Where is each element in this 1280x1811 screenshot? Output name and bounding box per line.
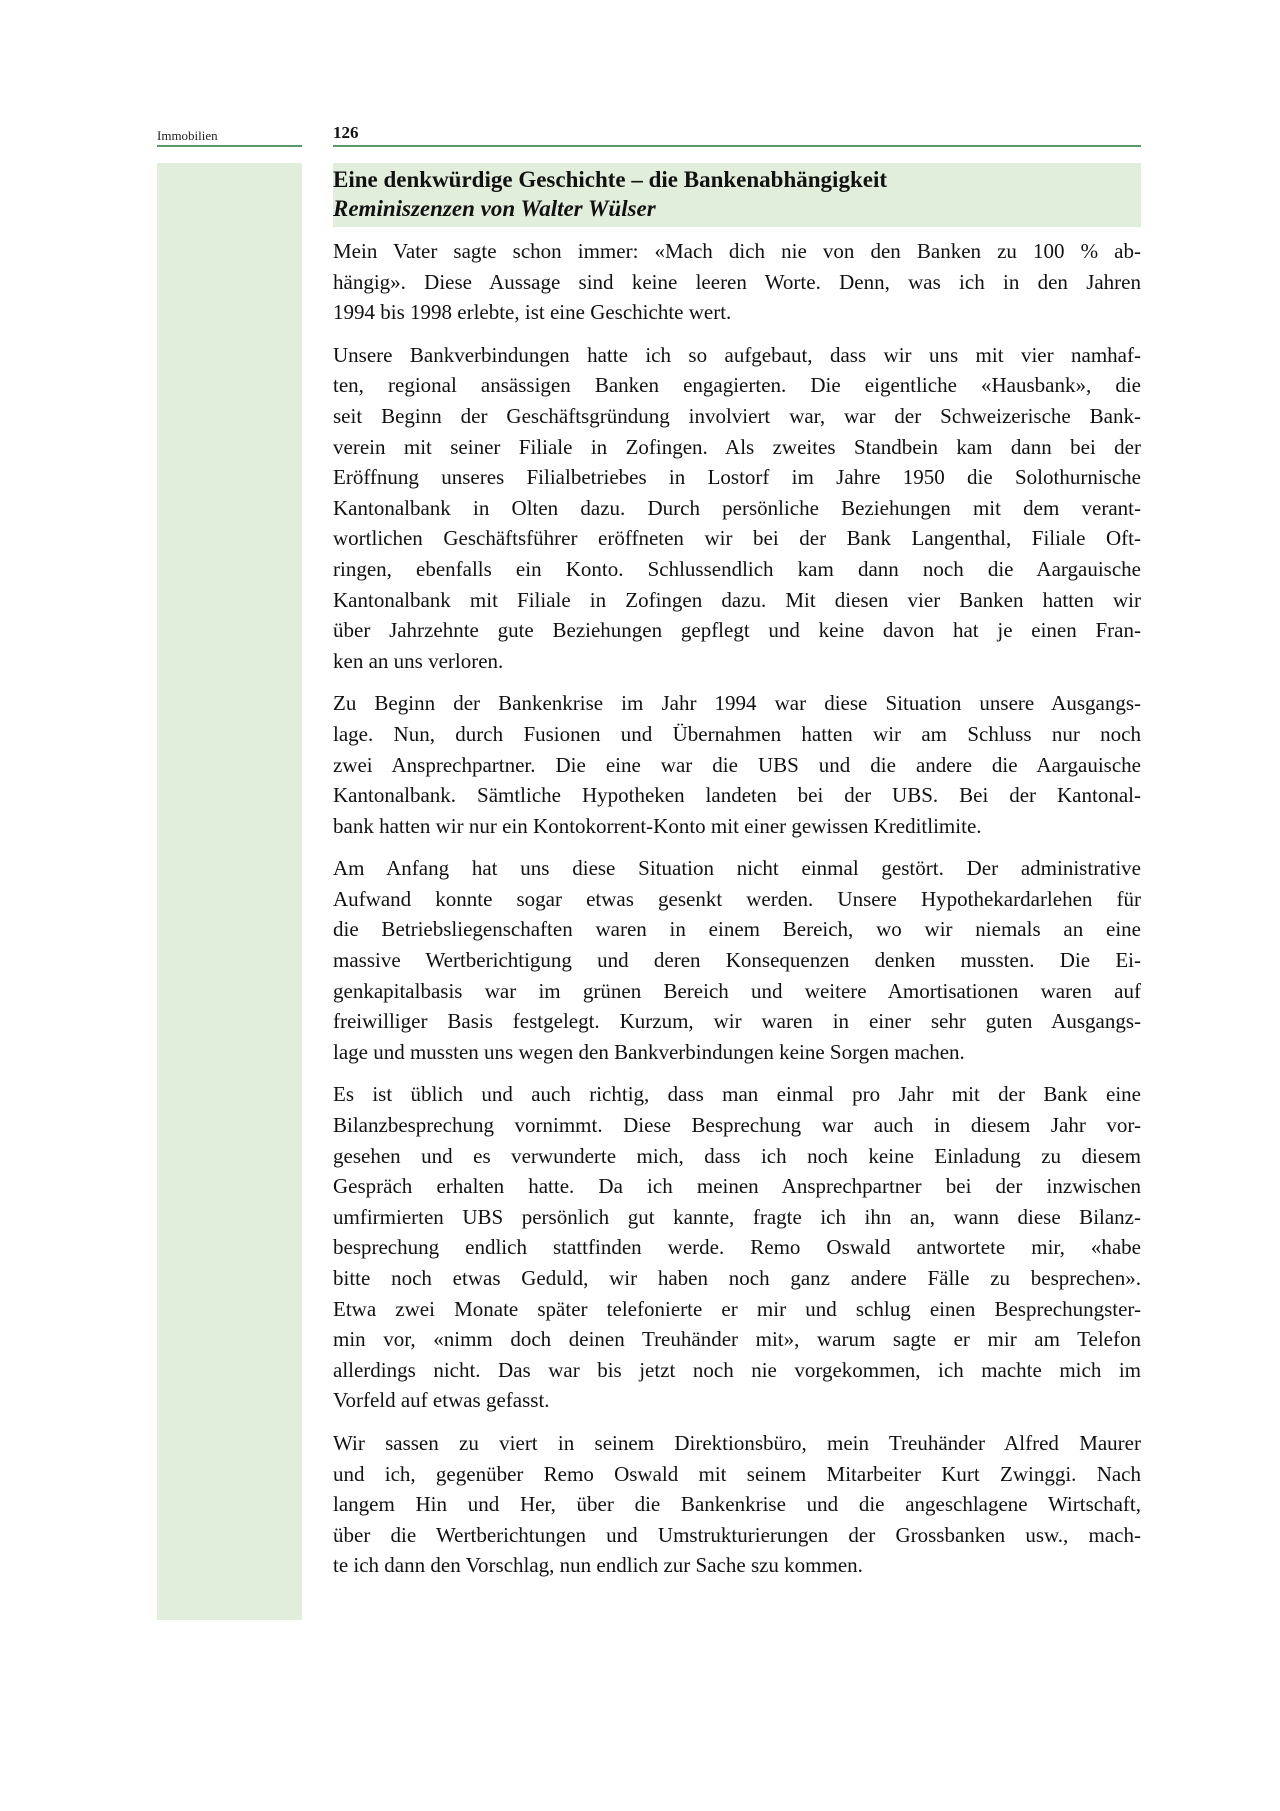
text-line: Es ist üblich und auch richtig, dass man einmal pro Jahr mit der Bank eine xyxy=(333,1082,1141,1107)
text-line: ken an uns verloren. xyxy=(333,648,504,673)
text-line: massive Wertberichtigung und deren Konsequenzen denken mussten. Die Ei- xyxy=(333,948,1141,973)
text-line: genkapitalbasis war im grünen Bereich und weitere Amortisationen waren auf xyxy=(333,978,1141,1003)
text-line: gesehen und es verwunderte mich, dass ich noch keine Einladung zu diesem xyxy=(333,1143,1141,1168)
text-line: zwei Ansprechpartner. Die eine war die UBS und die andere die Aargauische xyxy=(333,752,1141,777)
text-line: Eröffnung unseres Filialbetriebes in Lostorf im Jahre 1950 die Solothurnische xyxy=(333,465,1141,490)
text-line: Am Anfang hat uns diese Situation nicht einmal gestört. Der administrative xyxy=(333,856,1141,881)
paragraph xyxy=(333,1428,1141,1581)
text-line: Etwa zwei Monate später telefonierte er mir und schlug einen Besprechungster- xyxy=(333,1296,1141,1321)
paragraph xyxy=(333,853,1141,1067)
text-line: allerdings nicht. Das war bis jetzt noch nie vorgekommen, ich machte mich im xyxy=(333,1357,1141,1382)
margin-sidebar xyxy=(157,163,302,1620)
text-line: hängig». Diese Aussage sind keine leeren Worte. Denn, was ich in den Jahren xyxy=(333,269,1141,294)
text-line: te ich dann den Vorschlag, nun endlich zur Sache szu kommen. xyxy=(333,1553,863,1578)
text-line: ringen, ebenfalls ein Konto. Schlussendlich kam dann noch die Aargauische xyxy=(333,556,1141,581)
text-line: Mein Vater sagte schon immer: «Mach dich nie von den Banken zu 100 % ab- xyxy=(333,239,1141,263)
text-line: lage und mussten uns wegen den Bankverbindungen keine Sorgen machen. xyxy=(333,1039,965,1064)
text-line: über Jahrzehnte gute Beziehungen gepflegt und keine davon hat je einen Fran- xyxy=(333,618,1141,643)
text-line: Aufwand konnte sogar etwas gesenkt werden. Unsere Hypothekardarlehen für xyxy=(333,886,1141,911)
text-line: Gespräch erhalten hatte. Da ich meinen Ansprechpartner bei der inzwischen xyxy=(333,1174,1141,1199)
text-line: die Betriebsliegenschaften waren in einem Bereich, wo wir niemals an eine xyxy=(333,917,1141,942)
paragraph xyxy=(333,1079,1141,1416)
running-header-section: Immobilien xyxy=(157,128,218,143)
article-title: Eine denkwürdige Geschichte – die Bankenabhängigkeit xyxy=(333,167,887,192)
text-line: langem Hin und Her, über die Bankenkrise und die angeschlagene Wirtschaft, xyxy=(333,1492,1141,1517)
text-line: Bilanzbesprechung vornimmt. Diese Besprechung war auch in diesem Jahr vor- xyxy=(333,1113,1141,1138)
text-line: freiwilliger Basis festgelegt. Kurzum, wir waren in einer sehr guten Ausgangs- xyxy=(333,1009,1141,1034)
article-body xyxy=(333,236,1141,1593)
paragraph xyxy=(333,340,1141,677)
text-line: Zu Beginn der Bankenkrise im Jahr 1994 war diese Situation unsere Ausgangs- xyxy=(333,691,1141,716)
header-rule-right xyxy=(333,145,1141,147)
text-line: Kantonalbank in Olten dazu. Durch persönliche Beziehungen mit dem verant- xyxy=(333,495,1141,520)
paragraph xyxy=(333,688,1141,841)
page-number: 126 xyxy=(333,123,359,142)
article-subtitle: Reminiszenzen von Walter Wülser xyxy=(333,196,656,221)
text-line: 1994 bis 1998 erlebte, ist eine Geschichte wert. xyxy=(333,300,732,325)
text-line: ten, regional ansässigen Banken engagierten. Die eigentliche «Hausbank», die xyxy=(333,373,1141,398)
text-line: Wir sassen zu viert in seinem Direktionsbüro, mein Treuhänder Alfred Maurer xyxy=(333,1430,1141,1455)
text-line: lage. Nun, durch Fusionen und Übernahmen hatten wir am Schluss nur noch xyxy=(333,721,1141,746)
text-line: Unsere Bankverbindungen hatte ich so aufgebaut, dass wir uns mit vier namhaf- xyxy=(333,342,1141,367)
text-line: Kantonalbank mit Filiale in Zofingen dazu. Mit diesen vier Banken hatten wir xyxy=(333,587,1141,612)
paragraph xyxy=(333,236,1141,328)
text-line: wortlichen Geschäftsführer eröffneten wir bei der Bank Langenthal, Filiale Oft- xyxy=(333,526,1141,551)
text-line: Kantonalbank. Sämtliche Hypotheken landeten bei der UBS. Bei der Kantonal- xyxy=(333,783,1141,808)
header-rule-left xyxy=(157,145,302,147)
text-line: seit Beginn der Geschäftsgründung involviert war, war der Schweizerische Bank- xyxy=(333,403,1141,428)
text-line: über die Wertberichtungen und Umstrukturierungen der Grossbanken usw., mach- xyxy=(333,1522,1141,1547)
text-line: bitte noch etwas Geduld, wir haben noch ganz andere Fälle zu besprechen». xyxy=(333,1266,1141,1290)
text-line: und ich, gegenüber Remo Oswald mit seinem Mitarbeiter Kurt Zwinggi. Nach xyxy=(333,1461,1141,1486)
text-line: bank hatten wir nur ein Kontokorrent-Konto mit einer gewissen Kreditlimite. xyxy=(333,813,982,838)
text-line: umfirmierten UBS persönlich gut kannte, fragte ich ihn an, wann diese Bilanz- xyxy=(333,1204,1141,1229)
text-line: min vor, «nimm doch deinen Treuhänder mit», warum sagte er mir am Telefon xyxy=(333,1327,1141,1352)
text-line: besprechung endlich stattfinden werde. Remo Oswald antwortete mir, «habe xyxy=(333,1235,1141,1260)
text-line: Vorfeld auf etwas gefasst. xyxy=(333,1388,550,1413)
text-line: verein mit seiner Filiale in Zofingen. Als zweites Standbein kam dann bei der xyxy=(333,434,1141,459)
